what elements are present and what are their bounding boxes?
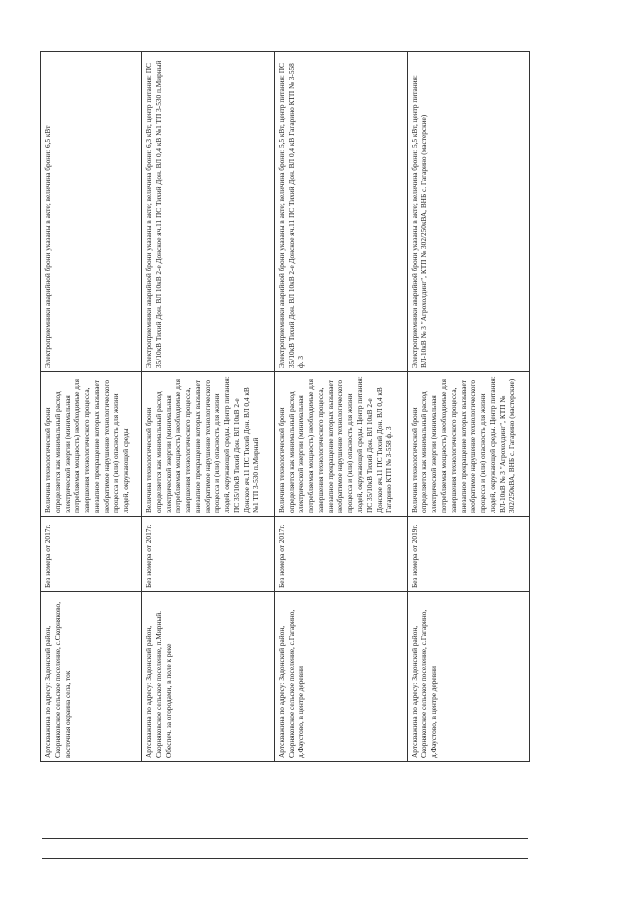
- reserve-note-cell: Электроприемники аварийной брони указаны в акте; величина брони: 5,5 кВт, центр питания: ПС 35/10кВ Тихий Дон. ВЛ 10кВ 2-е Донское яч.11 ПС Тихий Дон. ВЛ 0,4 кВ Гагарино КТП № 3-558 ф. 3: [274, 52, 407, 372]
- object-address-cell: Артскважина по адресу: Задонский район, Скорняковское сельское поселение, с.Гагарино, д.Фаустово, в центре деревни: [274, 592, 407, 762]
- reserve-note-cell: Электроприемники аварийной брони указаны в акте; величина брони: 6,3 кВт, центр питания: ПС 35/10кВ Тихий Дон. ВЛ 10кВ 2-е Донское яч.11 ПС Тихий Дон. ВЛ 0,4 кВ №1 ТП 3-530 п.Мирный: [142, 52, 275, 372]
- reserve-description-cell: Величина технологической брони определяется как минимальный расход электрической энергии (минимальная потребляемая мощность) необходимые для завершения технологического процесса, внезапное прекращение которых вызывает необратимое нарушение технологического процесса и (или) опасность для жизни людей, окружающей среды: [41, 372, 142, 517]
- bottom-divider-line: [42, 858, 528, 859]
- table-row: [41, 52, 142, 762]
- act-number-cell: Без номера от 2017г.: [142, 517, 275, 592]
- table-row: [407, 52, 529, 762]
- reserve-note-cell: Электроприемники аварийной брони указаны в акте; величина брони: 5,5 кВт, центр питания: ВЛ-10кВ № 3 "Агрохолдинг", КТП № 302/250кВА, ВНБ с. Гагарино (мастерские): [407, 52, 529, 372]
- emergency-reserve-table: [40, 51, 530, 762]
- reserve-description-cell: Величина технологической брони определяется как минимальный расход электрической энергии (минимальная потребляемая мощность) необходимые для завершения технологического процесса, внезапное прекращение которых вызывает необратимое нарушение технологического процесса и (или) опасность для жизни людей, окружающей среды. Центр питания: ПС 35/10кВ Тихий Дон. ВЛ 10кВ 2-е Донское яч.11 ПС Тихий Дон. ВЛ 0,4 кВ №1 ТП 3-530 п.Мирный: [142, 372, 275, 517]
- reserve-description-cell: Величина технологической брони определяется как минимальный расход электрической энергии (минимальная потребляемая мощность) необходимые для завершения технологического процесса, внезапное прекращение которых вызывает необратимое нарушение технологического процесса и (или) опасность для жизни людей, окружающей среды. Центр питания: ВЛ-10кВ № 3 "Агрохолдинг", КТП № 302/250кВА, ВНБ с. Гагарино (мастерские): [407, 372, 529, 517]
- object-address-cell: Артскважина по адресу: Задонский район, Скорняковское сельское поселение, с.Гагарино, д.Фаустово, в центре деревни: [407, 592, 529, 762]
- table-row: [142, 52, 275, 762]
- reserve-note-cell: Электроприемники аварийной брони указаны в акте; величина брони: 6,5 кВт: [41, 52, 142, 372]
- object-address-cell: Артскважина по адресу: Задонский район, Скорняковское сельское поселение, с.Скорняково, восточная окраина села, ток: [41, 592, 142, 762]
- rotated-table-container: [40, 52, 530, 762]
- object-address-cell: Артскважина по адресу: Задонский район, Скорняковское сельское поселение, п.Мирный. Обеспеч. за огородами, в поле к реке: [142, 592, 275, 762]
- reserve-description-cell: Величина технологической брони определяется как минимальный расход электрической энергии (минимальная потребляемая мощность) необходимые для завершения технологического процесса, внезапное прекращение которых вызывает необратимое нарушение технологического процесса и (или) опасность для жизни людей, окружающей среды. Центр питания: ПС 35/10кВ Тихий Дон. ВЛ 10кВ 2-е Донское яч.11 ПС Тихий Дон. ВЛ 0,4 кВ Гагарино КТП № 3-558 ф. 3: [274, 372, 407, 517]
- act-number-cell: Без номера от 2017г.: [41, 517, 142, 592]
- act-number-cell: Без номера от 2019г.: [407, 517, 529, 592]
- act-number-cell: Без номера от 2017г.: [274, 517, 407, 592]
- table-row: [274, 52, 407, 762]
- bottom-divider-line: [42, 838, 528, 839]
